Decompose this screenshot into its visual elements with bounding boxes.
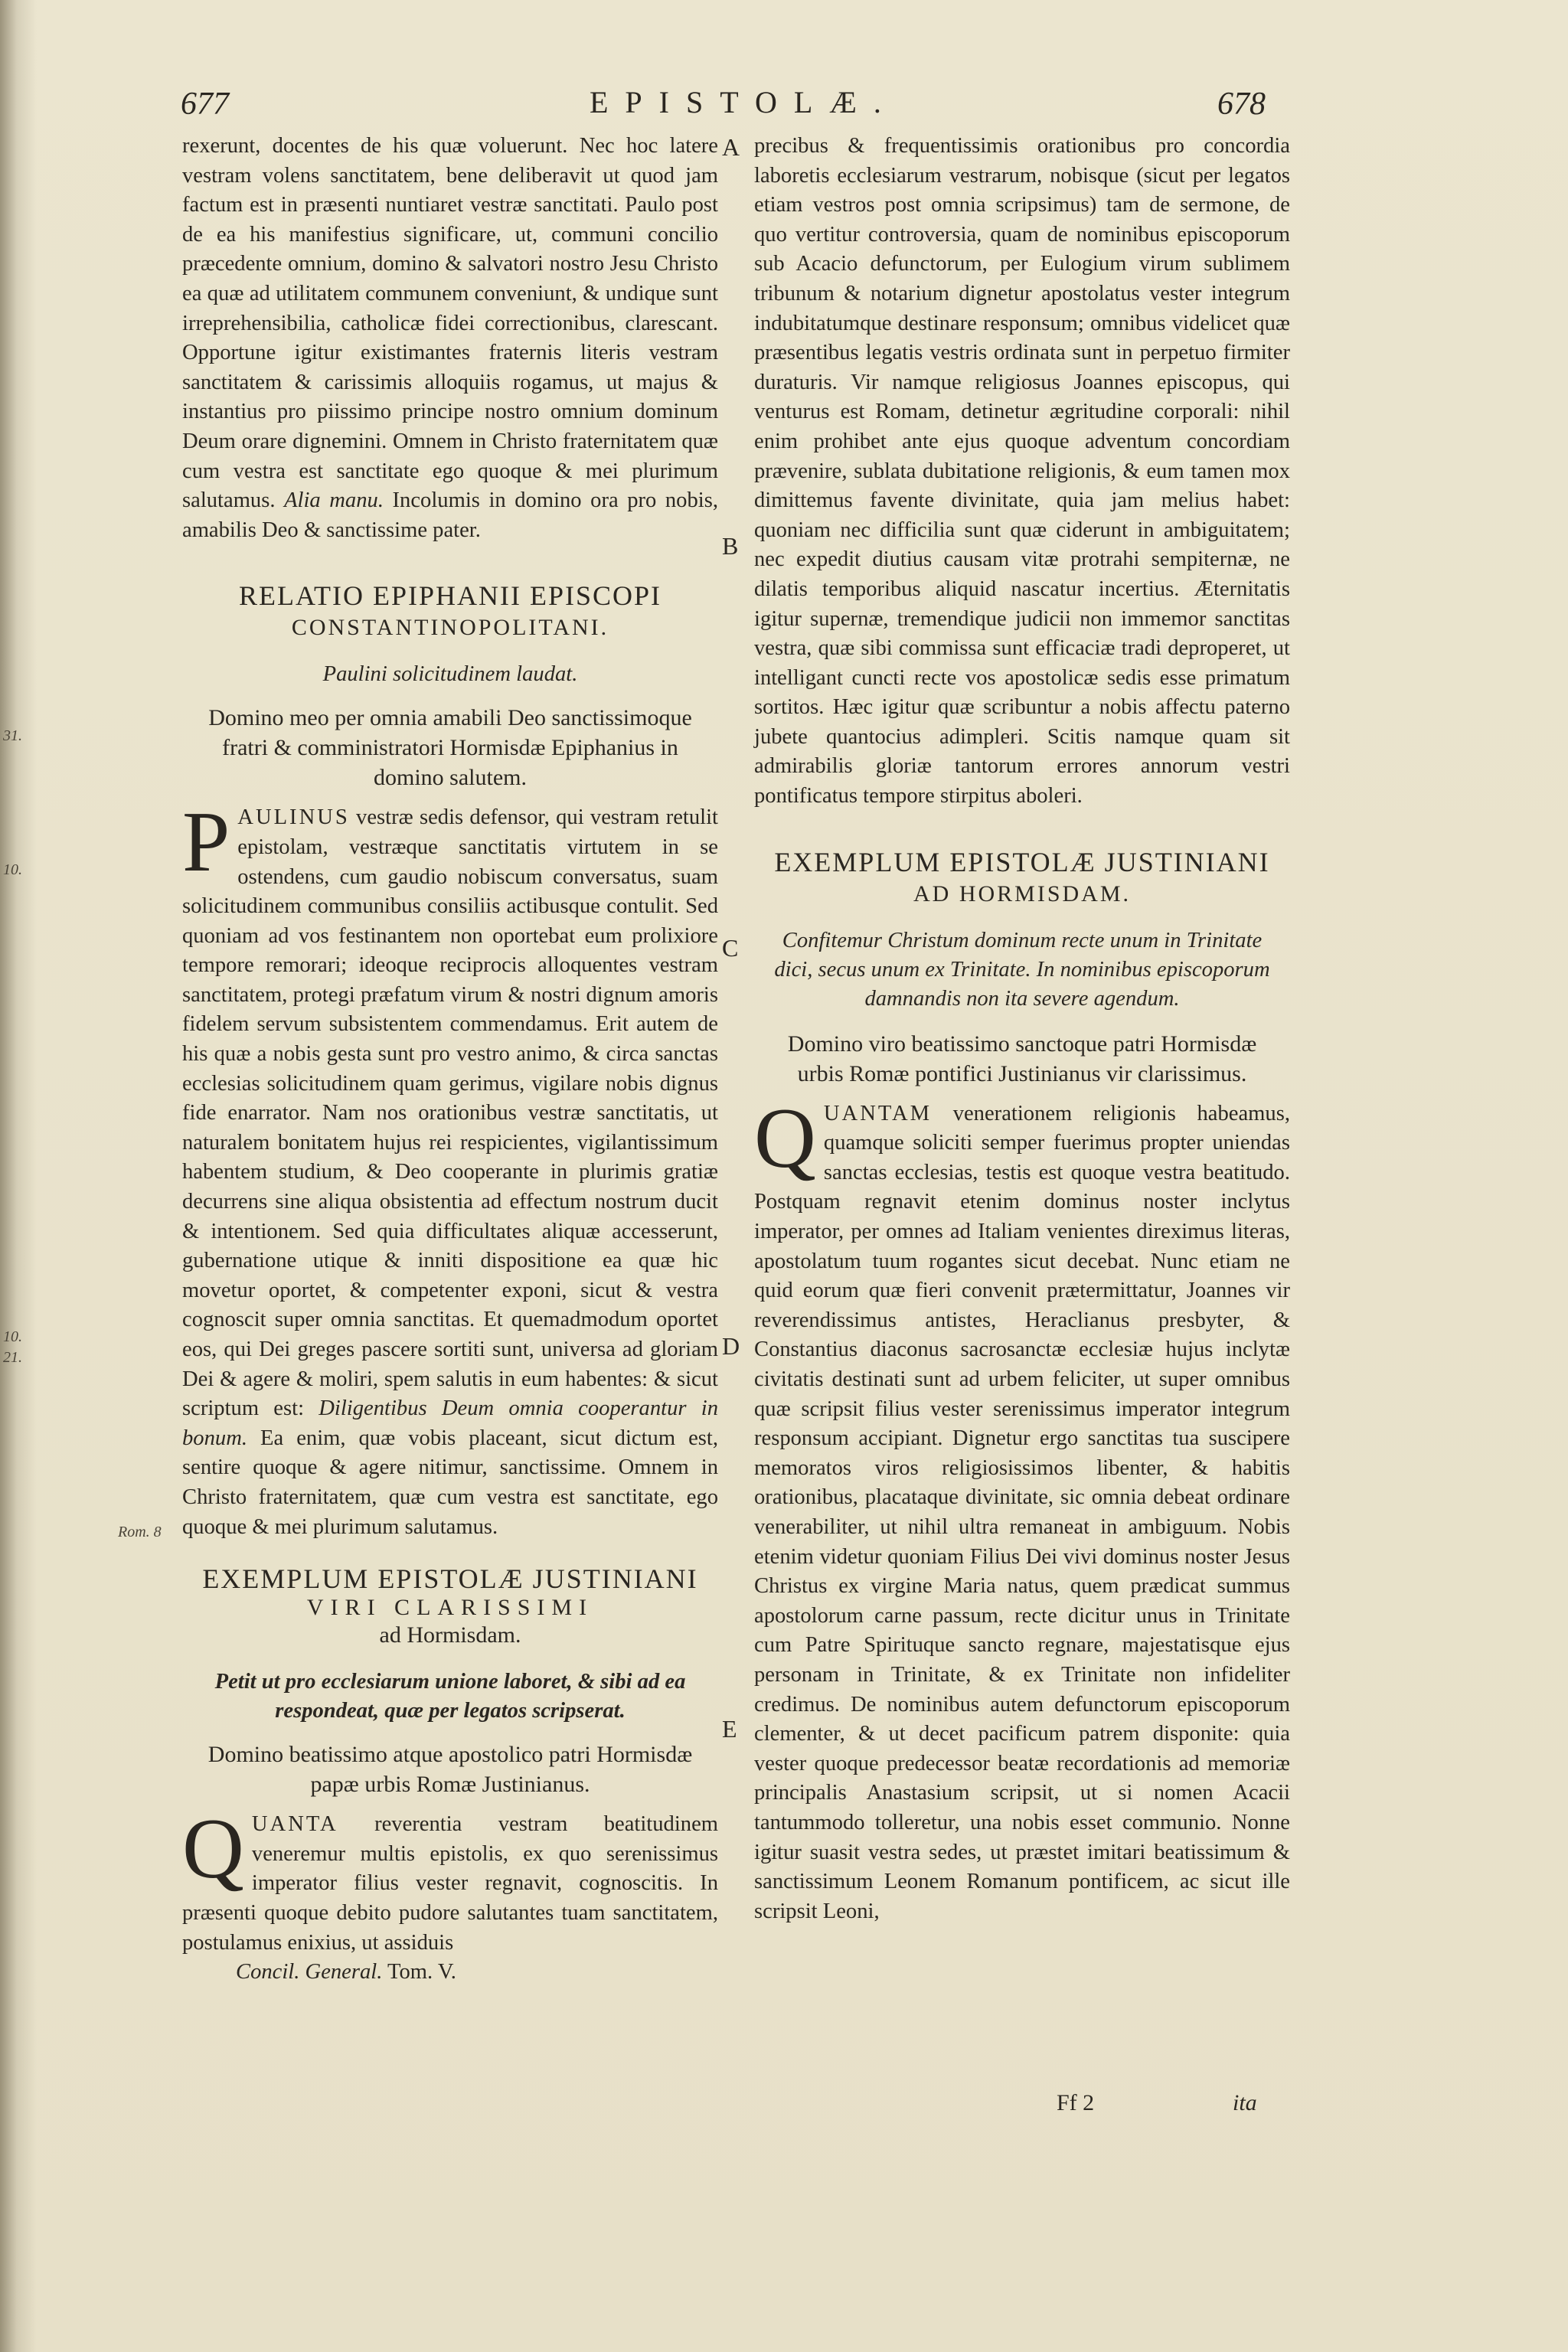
drop-cap: P <box>182 795 230 890</box>
heading: RELATIO EPIPHANII EPISCOPI <box>238 580 662 612</box>
page-number-right: 678 <box>1217 87 1266 122</box>
summary: Confitemur Christum dominum recte unum in Trinitate dici, secus unum ex Trinitate. In nominibus episcoporum damnandis non ita severe agendum. <box>774 928 1270 1011</box>
paragraph: QUANTAM venerationem religionis habeamus, quamque soliciti semper fuerimus propter uniendas sanctas ecclesias, testis est quoque vestra beatitudo. Postquam regnavit etenim dominus noster inclytus imperator, per omnes ad Italiam venientes direximus literas, apostolatum tuum rogantes sicut decebat. Nunc etiam ne quid eorum quæ fieri convenit prætermittatur, Joannes vir reverendissimus antistes, Heraclianus presbyter, & Constantius diaconus sacrosanctæ ecclesiæ hujus inclytæ civitatis destinati sunt ad urbem feliciter, ut super omnibus quæ scripsit filius vester serenissimus imperator integrum responsum accipiant. Dignetur ergo sanctitas tua suscipere memoratos viros religiosissimos libenter, & habitis orationibus, placataque divinitate, sic omnia debeat ordinare venerabiliter, ut nihil ultra remaneat in ambiguum. Nobis etenim videtur quoniam Filius Dei vivi dominus noster Jesus Christus ex virgine Maria natus, quem prædicat summus apostolorum carne passum, recte dicitur unus in Trinitate cum Patre Spirituque sancto regnare, majestatisque ejus personam in Trinitate, & ex Trinitate non infideliter credimus. De nominibus autem defunctorum episcoporum clementer, & ut decet pacificum patrem disponite: quia vester quoque predecessor beatæ recordationis ad memoriæ principalis Anastasium scripsit, ut si nomen Acacii tantummodo tolleretur, una nobis esset communio. Nonne igitur suasit vestra sedes, ut præstet imitari beatissimum & sanctissimum Leonem Romanum pontificem, ac sicut ille scripsit Leoni, <box>754 1090 1290 1923</box>
section-marker-b: B <box>722 532 739 560</box>
section-marker-e: E <box>722 1715 737 1743</box>
margin-note-rom: Rom. 8 <box>118 1524 162 1540</box>
section-marker-a: A <box>722 133 740 161</box>
footer-line: Concil. General. Tom. V. <box>236 1960 456 1984</box>
margin-note: 10. <box>3 1328 22 1345</box>
margin-note: 10. <box>3 861 22 878</box>
section-heading-epiphanius <box>182 579 718 643</box>
section-marker-d: D <box>722 1332 740 1360</box>
left-column <box>182 132 718 1988</box>
running-head: EPISTOLÆ. <box>590 85 898 119</box>
paragraph: precibus & frequentissimis orationibus pro concordia laboretis ecclesiarum vestrarum, nobisque (sicut per legatos etiam vestros post omnia scripsimus) tam de sermone, de quo vertitur controversia, quam de nominibus episcoporum sub Acacio defunctorum, per Eulogium virum sublimem tribunum & notarium dignetur apostolatus vester integrum indubitatumque destinare responsum; omnibus videlicet quæ præsentibus legatis vestris ordinata sunt in perpetuo firmiter duraturis. Vir namque religiosus Joannes episcopus, qui venturus est Romam, detinetur ægritudine corporali: nihil enim prohibet ante ejus quoque adventum concordiam prævenire, sublata dubitatione religionis, & eum tamen mox dimittemus favente divinitate, quia jam melius habet: quoniam nec difficilia sunt quæ ciderunt in ambiguitatem; nec expedit diutius causam vitæ protrahi sempiternæ, ne dilatis temporibus aliquid nascatur incertius. Æternitatis igitur supernæ, tremendique judicii non immemor sanctitas vestra, quæ sibi commissa sunt efficaciæ tradi deproperet, ut intelligant cuncti recte vos apostolicæ sedis esse primatum sortitos. Hæc igitur quæ scribuntur a nobis affectu paterno jubete quantocius adimpleri. Scitis namque quam sit admirabilis gloriæ tantorum errores annorum vestri pontificatus tempore stirpitus aboleri. <box>754 134 1290 808</box>
paragraph: PAULINUS vestræ sedis defensor, qui vestram retulit epistolam, vestræque sanctitatis virtutem in se ostendens, cum gaudio nobiscum conversatus, suam solicitudinem communibus consiliis actibusque contulit. Sed quoniam ad vos festinantem non oportebat eum prolixiore tempore remorari; ideoque reciprocis alloquentes vestram sanctitatem, protegi præfatum virum & nostri dignum amoris fidelem servum subsistentem commendamus. Erit autem de his quæ a nobis gesta sunt pro vestro animo, & circa sanctas ecclesias solicitudinem quam gerimus, vigilare nobis dignus fide enarrator. Nam nos orationibus vestræ sanctitatis, ut naturalem bonitatem hujus rei respicientes, vigilantissimum habentem studium, & Deo cooperante in plurimis gratiæ decurrens sine aliqua obsistentia ad effectum nostrum ducit & intentionem. Sed quia difficultates aliquæ accesserunt, gubernatione utique & inniti dispositione ea quæ hic movetur oportet, & competenter exponi, sicut & vestra cognoscit super omnia sanctitas. Et quemadmodum oportet eos, qui Dei greges pascere sortiti sunt, universa ad gloriam Dei & agere & moliri, spem salutis in eum habentes: & sicut scriptum est: Diligentibus Deum omnia cooperantur in bonum. Ea enim, quæ vobis placeant, sicut dictum est, sentire quoque & agere nitimur, sanctissime. Omnem in Christo fraternitatem, quæ cum vestra est sanctitate, ego quoque & mei plurimum salutamus. <box>182 795 719 1539</box>
heading: EXEMPLUM EPISTOLÆ JUSTINIANI <box>202 1563 698 1595</box>
margin-note: 31. <box>3 727 22 744</box>
drop-cap: Q <box>754 1090 816 1186</box>
summary: Petit ut pro ecclesiarum unione laboret, & sibi ad ea respondeat, quæ per legatos scripserat. <box>214 1670 686 1723</box>
salutation: Domino viro beatissimo sanctoque patri Hormisdæ urbis Romæ pontifici Justinianus vir clarissimus. <box>787 1031 1257 1086</box>
section-heading-justinian-2 <box>754 845 1290 910</box>
heading: EXEMPLUM EPISTOLÆ JUSTINIANI <box>774 846 1270 877</box>
subheading: AD HORMISDAM. <box>913 880 1132 906</box>
right-column <box>754 132 1290 1926</box>
margin-note: 21. <box>3 1349 22 1366</box>
subheading: CONSTANTINOPOLITANI. <box>291 615 609 641</box>
section-marker-c: C <box>722 934 739 962</box>
scripture-quote: Diligentibus Deum omnia cooperantur in bonum. <box>182 1396 718 1450</box>
paragraph: rexerunt, docentes de his quæ voluerunt. Nec hoc latere vestram volens sanctitatem, bene deliberavit ut quod jam factum est in præsenti nuntiaret vestræ sanctitati. Paulo post de ea his manifestius significare, ut, communi concilio præcedente omnium, domino & salvatori nostro Jesu Christo ea quæ ad utilitatem communem conveniunt, & undique sunt irreprehensibilia, catholicæ fidei correctionibus, clarescant. Opportune igitur existimantes fraternis literis vestram sanctitatem & carissimis alloquiis rogamus, ut majus & instantius pro piissimo principe nostro omnium dominum Deum orare dignemini. Omnem in Christo fraternitatem quæ cum vestra est sanctitate ego quoque & mei plurimum salutamus. Alia manu. Incolumis in domino ora pro nobis, amabilis Deo & sanctissime pater. <box>182 134 718 542</box>
drop-cap: Q <box>182 1802 244 1897</box>
page-number-left: 677 <box>181 87 229 122</box>
summary: Paulini solicitudinem laudat. <box>322 662 578 687</box>
subheading: VIRI CLARISSIMI <box>306 1595 594 1621</box>
signature-mark: Ff 2 <box>1057 2090 1095 2115</box>
paragraph: QUANTA reverentia vestram beatitudinem veneremur multis epistolis, ex quo serenissimus imperator filius vester regnavit, cognoscitis. In præsenti quoque debito pudore salutantes tuam sanctitatem, postulamus enixius, ut assiduis <box>182 1802 718 1955</box>
section-heading-justinian <box>182 1562 718 1651</box>
salutation: Domino meo per omnia amabili Deo sanctissimoque fratri & comministratori Hormisdæ Epiphanius in domino salutem. <box>208 705 692 791</box>
salutation: Domino beatissimo atque apostolico patri Hormisdæ papæ urbis Romæ Justinianus. <box>207 1742 693 1798</box>
subheading: ad Hormisdam. <box>379 1622 521 1648</box>
catchword: ita <box>1233 2090 1257 2115</box>
